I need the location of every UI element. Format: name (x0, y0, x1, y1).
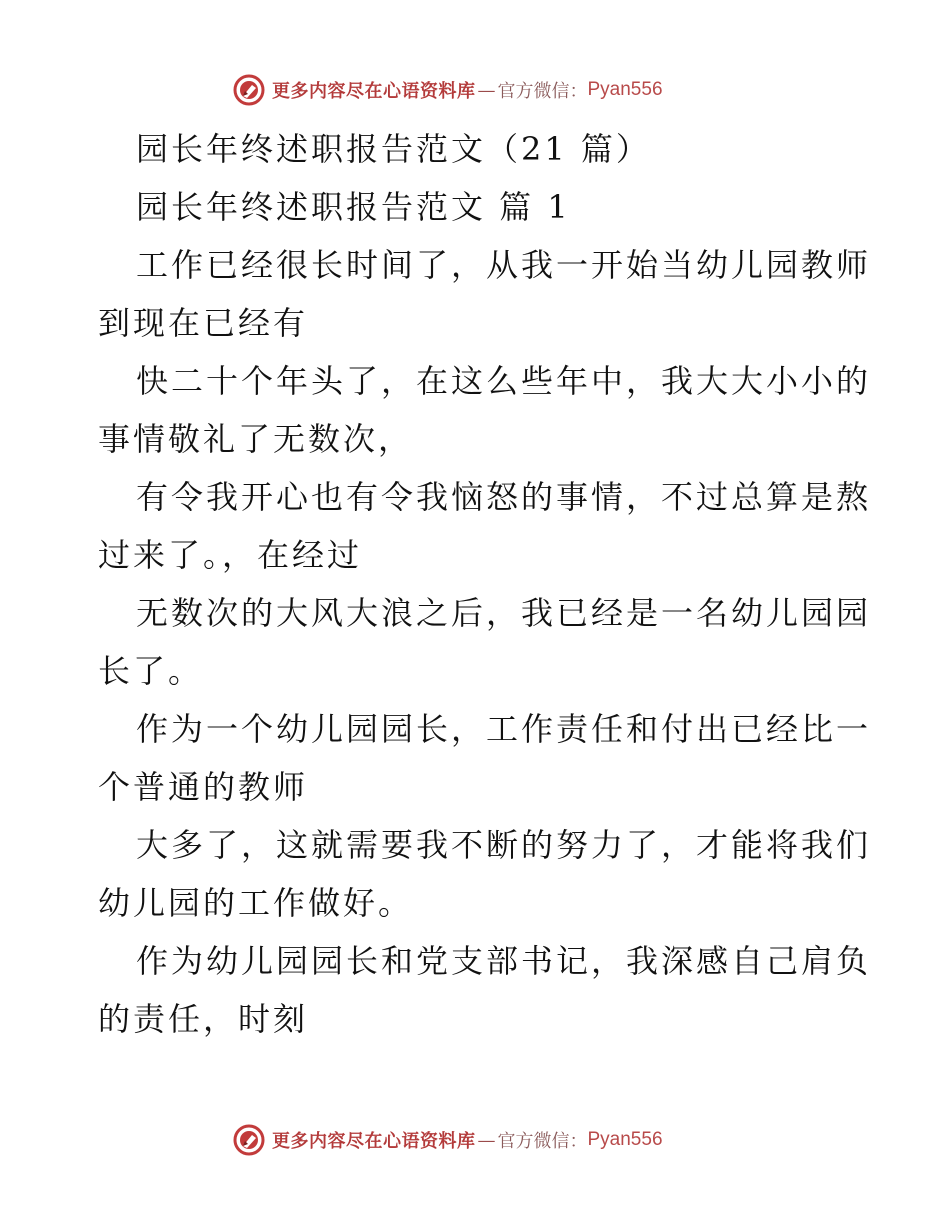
footer-watermark (232, 1120, 752, 1160)
pen-nib-logo-icon (232, 1123, 266, 1157)
watermark-text: 更多内容尽在心语资料库 (272, 1131, 476, 1152)
paragraph-line: 作为幼儿园园长和党支部书记，我深感自己肩负 (136, 942, 872, 980)
pen-nib-logo-icon (232, 73, 266, 107)
watermark-id: Pyan556 (587, 79, 663, 100)
paragraph-line: 个普通的教师 (98, 768, 309, 806)
paragraph-line: 的责任，时刻 (98, 1000, 309, 1038)
watermark-dash: — (477, 1129, 496, 1151)
document-title: 园长年终述职报告范文（21 篇） (136, 130, 651, 168)
header-watermark (232, 70, 752, 110)
watermark-dash: — (477, 79, 496, 101)
document-body (98, 120, 872, 1048)
paragraph-line: 事情敬礼了无数次， (98, 420, 414, 458)
paragraph-line: 有令我开心也有令我恼怒的事情，不过总算是熬 (136, 478, 872, 516)
paragraph-line: 工作已经很长时间了，从我一开始当幼儿园教师 (136, 246, 872, 284)
watermark-label: 官方微信： (497, 81, 588, 102)
paragraph-line: 大多了，这就需要我不断的努力了，才能将我们 (136, 826, 872, 864)
paragraph-line: 作为一个幼儿园园长，工作责任和付出已经比一 (136, 710, 872, 748)
paragraph-line: 到现在已经有 (98, 304, 309, 342)
paragraph-line: 长了。 (98, 652, 204, 690)
paragraph-line: 幼儿园的工作做好。 (98, 884, 414, 922)
paragraph-line: 无数次的大风大浪之后，我已经是一名幼儿园园 (136, 594, 872, 632)
paragraph-line: 过来了。，在经过 (98, 536, 363, 574)
paragraph-line: 快二十个年头了，在这么些年中，我大大小小的 (136, 362, 872, 400)
watermark-id: Pyan556 (587, 1129, 663, 1150)
watermark-label: 官方微信： (497, 1131, 588, 1152)
section-heading: 园长年终述职报告范文 篇 1 (136, 188, 571, 226)
watermark-text: 更多内容尽在心语资料库 (272, 81, 476, 102)
